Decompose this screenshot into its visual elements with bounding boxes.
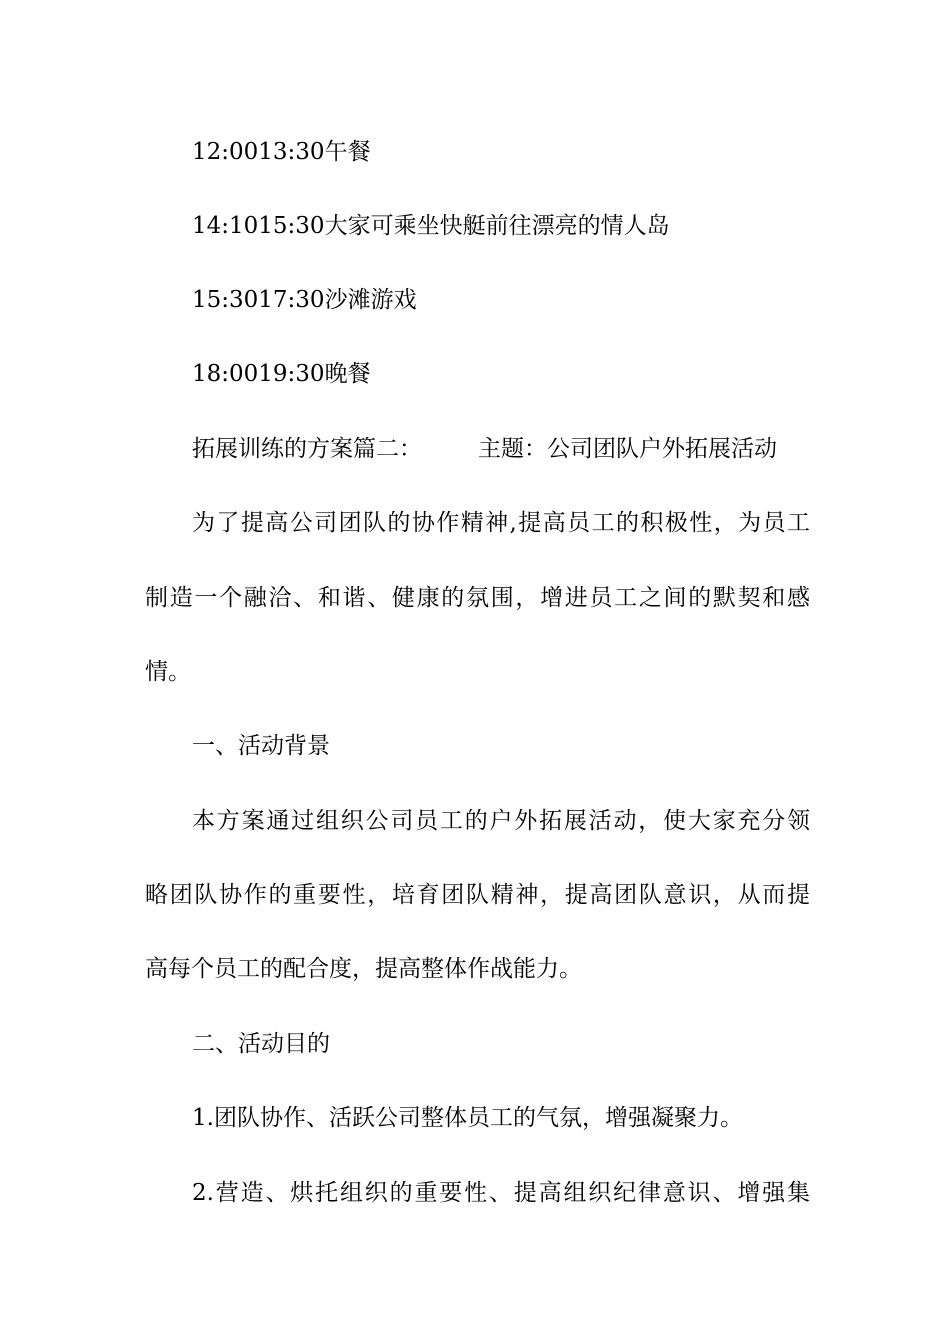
schedule-line-2 bbox=[192, 211, 810, 241]
purpose-item-2: 2.营造、烘托组织的重要性、提高组织纪律意识、增强集 bbox=[192, 1180, 810, 1206]
section-heading bbox=[192, 434, 810, 464]
schedule-activity: 大家可乘坐快艇前往漂亮的情人岛 bbox=[324, 213, 670, 239]
purpose-title: 二、活动目的 bbox=[192, 1031, 330, 1057]
schedule-activity: 晚餐 bbox=[324, 361, 371, 387]
schedule-activity: 沙滩游戏 bbox=[324, 287, 417, 313]
purpose-item-1: 1.团队协作、活跃公司整体员工的气氛，增强凝聚力。 bbox=[192, 1105, 743, 1131]
section-heading-left: 拓展训练的方案篇二： bbox=[192, 436, 422, 462]
section-heading-right: 主题：公司团队户外拓展活动 bbox=[478, 436, 777, 462]
schedule-time: 12:0013:30 bbox=[192, 139, 325, 165]
intro-line-3: 情。 bbox=[145, 659, 191, 685]
schedule-activity: 午餐 bbox=[324, 139, 371, 165]
background-line-2: 略团队协作的重要性，培育团队精神，提高团队意识，从而提 bbox=[145, 882, 810, 908]
background-title: 一、活动背景 bbox=[192, 733, 330, 759]
schedule-time: 18:0019:30 bbox=[192, 361, 325, 387]
intro-line-1: 为了提高公司团队的协作精神,提高员工的积极性，为员工 bbox=[192, 510, 810, 536]
schedule-line-4 bbox=[192, 359, 810, 389]
schedule-line-1 bbox=[192, 137, 810, 167]
schedule-time: 14:1015:30 bbox=[192, 213, 325, 239]
schedule-line-3 bbox=[192, 285, 810, 315]
background-line-3: 高每个员工的配合度，提高整体作战能力。 bbox=[145, 956, 582, 982]
background-line-1: 本方案通过组织公司员工的户外拓展活动，使大家充分领 bbox=[192, 808, 810, 834]
schedule-time: 15:3017:30 bbox=[192, 287, 325, 313]
intro-line-2: 制造一个融洽、和谐、健康的氛围，增进员工之间的默契和感 bbox=[145, 585, 810, 611]
